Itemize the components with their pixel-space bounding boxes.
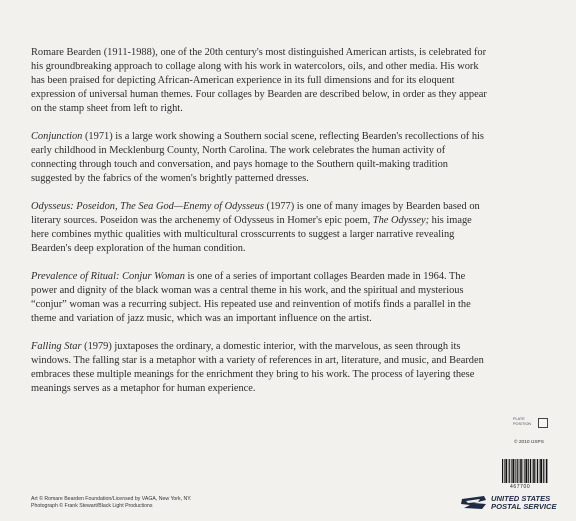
usps-wordmark [491, 495, 557, 512]
usps-line-1: UNITED STATES [491, 494, 551, 503]
falling-star-title: Falling Star [31, 340, 82, 352]
eagle-logo-icon [460, 495, 488, 511]
plate-label-line-1: PLATE [513, 417, 525, 421]
plate-position-square [538, 418, 548, 428]
prevalence-title: Prevalence of Ritual: Conjur Woman [31, 270, 185, 282]
plate-label-line-2: POSITION [513, 421, 532, 426]
prevalence-body: is one of a series of important collages Bearden made in 1964. The power and dignity of the black woman was a central theme in his work, and the spiritual and mysterious “conjur” woman was a recurring subject. His repeated use and reinvention of motifs finds a parallel in the theme and variation of jazz music, which was an important influence on the artist. [31, 270, 471, 324]
falling-star-paragraph [31, 340, 491, 396]
plate-position-box [513, 417, 549, 433]
odysseus-body-1: (1977) is one of many images by Bearden based on literary sources. Poseidon was the archenemy of Odysseus in Homer's epic poem, [31, 200, 480, 226]
plate-label [513, 417, 537, 426]
conjunction-body: (1971) is a large work showing a Southern social scene, reflecting Bearden's recollections of his early childhood in Mecklenburg County, North Carolina. The work celebrates the human activity of connecting through touch and conversation, and pays homage to the Southern quilt-making tradition suggested by the fabrics of the women's brightly patterned dresses. [31, 130, 484, 185]
credits [31, 496, 192, 510]
intro-paragraph: Romare Bearden (1911-1988), one of the 20th century's most distinguished American artists, is celebrated for his groundbreaking approach to collage along with his work in watercolors, oils, and other media. His work has been praised for depicting African-American experience in its full dimensions and for its eloquent expression of universal human themes. Four collages by Bearden are described below, in order as they appear on the stamp sheet from left to right. [31, 47, 487, 115]
usps-logo-block [460, 492, 572, 516]
barcode [502, 459, 548, 483]
copyright-notice: © 2010 USPS [514, 440, 544, 445]
description-text [31, 46, 491, 409]
photo-credit: Photograph © Frank Stewart/Black Light Productions [31, 503, 153, 510]
odysseus-title: Odysseus: Poseidon, The Sea God—Enemy of Odysseus [31, 200, 264, 212]
odysseus-paragraph [31, 200, 491, 256]
usps-line-2: POSTAL SERVICE [491, 502, 557, 512]
odyssey-work-title: The Odyssey; [372, 214, 430, 226]
art-credit: Art © Romare Bearden Foundation/Licensed by VAGA, New York, NY. [31, 496, 192, 502]
prevalence-paragraph [31, 270, 491, 326]
falling-star-body: (1979) juxtaposes the ordinary, a domestic interior, with the marvelous, as seen through its windows. The falling star is a metaphor with a variety of references in art, literature, and music, and Bearden embraces these multiple meanings for the enrichment they bring to his work. The process of layering these meanings serves as a metaphor for human experience. [31, 340, 484, 394]
odysseus-body-2: his image here combines mythic qualities with multicultural crosscurrents to suggest a larger narrative revealing Bearden's deep exploration of the human condition. [31, 214, 472, 255]
barcode-number: 467700 [510, 484, 531, 490]
conjunction-title: Conjunction [31, 130, 83, 142]
conjunction-paragraph [31, 130, 491, 186]
